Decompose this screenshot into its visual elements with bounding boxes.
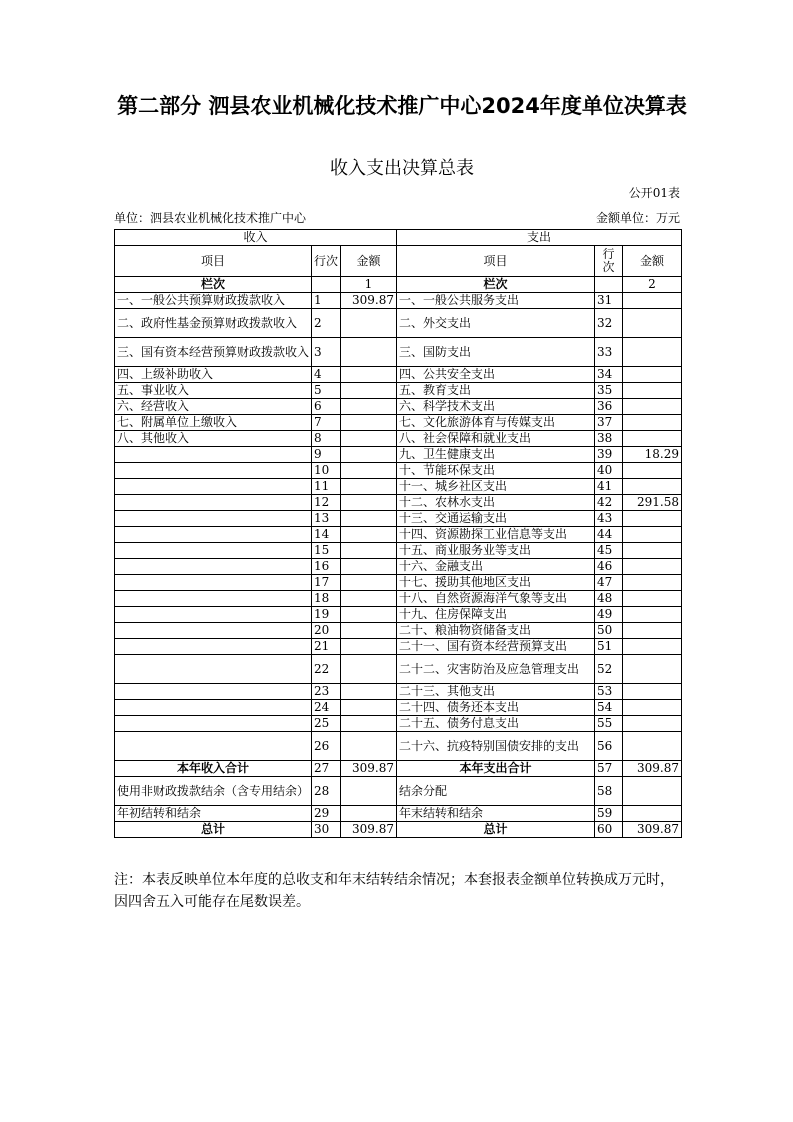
expense-header: 支出 — [397, 230, 682, 246]
expense-line: 34 — [595, 367, 623, 383]
begin-balance-line: 29 — [312, 806, 341, 822]
expense-amount — [623, 716, 682, 732]
begin-balance-label: 年初结转和结余 — [115, 806, 312, 822]
carryover-row — [115, 806, 682, 822]
table-row — [115, 716, 682, 732]
table-row — [115, 463, 682, 479]
expense-item: 三、国防支出 — [397, 338, 595, 367]
expense-amount — [623, 607, 682, 623]
balance-distribution-label: 结余分配 — [397, 777, 595, 806]
income-amount — [341, 700, 397, 716]
expense-line: 49 — [595, 607, 623, 623]
expense-item: 十二、农林水支出 — [397, 495, 595, 511]
income-expense-table — [114, 229, 682, 838]
expense-item: 二十六、抗疫特别国债安排的支出 — [397, 732, 595, 761]
begin-balance-amount — [341, 806, 397, 822]
expense-amount — [623, 479, 682, 495]
footnote: 注：本表反映单位本年度的总收支和年末结转结余情况；本套报表金额单位转换成万元时，因四舍五入可能存在尾数误差。 — [114, 872, 674, 910]
income-header: 收入 — [115, 230, 397, 246]
end-balance-line: 59 — [595, 806, 623, 822]
expense-amount — [623, 367, 682, 383]
income-amount — [341, 607, 397, 623]
income-line: 8 — [312, 431, 341, 447]
expense-item: 十三、交通运输支出 — [397, 511, 595, 527]
income-item — [115, 623, 312, 639]
table-row — [115, 639, 682, 655]
expense-line: 40 — [595, 463, 623, 479]
income-item-header: 项目 — [115, 246, 312, 277]
empty-cell — [595, 277, 623, 293]
expense-line: 37 — [595, 415, 623, 431]
expense-amount — [623, 655, 682, 684]
income-line: 9 — [312, 447, 341, 463]
expense-amount: 291.58 — [623, 495, 682, 511]
expense-line: 47 — [595, 575, 623, 591]
expense-item: 十七、援助其他地区支出 — [397, 575, 595, 591]
income-item — [115, 527, 312, 543]
income-item — [115, 479, 312, 495]
table-row — [115, 511, 682, 527]
income-total-row — [115, 761, 682, 777]
form-number: 公开01表 — [628, 186, 680, 200]
table-row — [115, 495, 682, 511]
income-item — [115, 700, 312, 716]
expense-amount — [623, 309, 682, 338]
income-item — [115, 655, 312, 684]
table-row — [115, 732, 682, 761]
income-item — [115, 716, 312, 732]
expense-line: 32 — [595, 309, 623, 338]
income-line: 24 — [312, 700, 341, 716]
income-line: 21 — [312, 639, 341, 655]
column-header-row — [115, 246, 682, 277]
table-row — [115, 700, 682, 716]
income-amount — [341, 559, 397, 575]
expense-total-amount: 309.87 — [623, 761, 682, 777]
income-item — [115, 684, 312, 700]
expense-item: 四、公共安全支出 — [397, 367, 595, 383]
expense-item: 二十一、国有资本经营预算支出 — [397, 639, 595, 655]
income-amount — [341, 309, 397, 338]
income-amount — [341, 511, 397, 527]
income-line: 25 — [312, 716, 341, 732]
expense-line: 38 — [595, 431, 623, 447]
income-amount — [341, 591, 397, 607]
expense-item: 二十二、灾害防治及应急管理支出 — [397, 655, 595, 684]
expense-line: 45 — [595, 543, 623, 559]
table-row — [115, 607, 682, 623]
nonfiscal-line: 28 — [312, 777, 341, 806]
expense-item: 十六、金融支出 — [397, 559, 595, 575]
expense-item: 二十、粮油物资储备支出 — [397, 623, 595, 639]
table-row — [115, 479, 682, 495]
income-item — [115, 591, 312, 607]
table-row — [115, 293, 682, 309]
income-item — [115, 607, 312, 623]
expense-amount — [623, 527, 682, 543]
table-row — [115, 575, 682, 591]
income-line-header: 行次 — [312, 246, 341, 277]
expense-item: 五、教育支出 — [397, 383, 595, 399]
expense-total-label: 本年支出合计 — [397, 761, 595, 777]
income-line: 22 — [312, 655, 341, 684]
balance-distribution-amount — [623, 777, 682, 806]
expense-item: 十四、资源勘探工业信息等支出 — [397, 527, 595, 543]
grand-expense-label: 总计 — [397, 822, 595, 838]
income-item: 七、附属单位上缴收入 — [115, 415, 312, 431]
income-line: 1 — [312, 293, 341, 309]
table-row — [115, 447, 682, 463]
income-amount — [341, 399, 397, 415]
income-item — [115, 559, 312, 575]
income-item — [115, 463, 312, 479]
grand-income-label: 总计 — [115, 822, 312, 838]
amount-unit: 金额单位：万元 — [595, 211, 680, 225]
expense-line-header: 行次 — [595, 246, 623, 277]
expense-line: 48 — [595, 591, 623, 607]
table-row — [115, 399, 682, 415]
expense-col-number: 2 — [623, 277, 682, 293]
expense-item: 二十三、其他支出 — [397, 684, 595, 700]
nonfiscal-label: 使用非财政拨款结余（含专用结余） — [115, 777, 312, 806]
expense-line: 56 — [595, 732, 623, 761]
table-row — [115, 383, 682, 399]
end-balance-label: 年末结转和结余 — [397, 806, 595, 822]
income-amount — [341, 655, 397, 684]
table-title: 收入支出决算总表 — [330, 158, 474, 179]
income-amount — [341, 447, 397, 463]
expense-item: 十九、住房保障支出 — [397, 607, 595, 623]
expense-line: 46 — [595, 559, 623, 575]
income-line: 4 — [312, 367, 341, 383]
table-row — [115, 338, 682, 367]
expense-item: 十、节能环保支出 — [397, 463, 595, 479]
expense-total-line: 57 — [595, 761, 623, 777]
table-row — [115, 527, 682, 543]
expense-line: 41 — [595, 479, 623, 495]
expense-amount — [623, 623, 682, 639]
table-row — [115, 367, 682, 383]
income-total-label: 本年收入合计 — [115, 761, 312, 777]
table-row — [115, 684, 682, 700]
income-line: 5 — [312, 383, 341, 399]
section-header-row — [115, 230, 682, 246]
table-row — [115, 543, 682, 559]
income-line: 20 — [312, 623, 341, 639]
income-item: 五、事业收入 — [115, 383, 312, 399]
expense-amount — [623, 700, 682, 716]
income-total-amount: 309.87 — [341, 761, 397, 777]
expense-item: 十五、商业服务业等支出 — [397, 543, 595, 559]
income-amount — [341, 575, 397, 591]
income-amount — [341, 623, 397, 639]
expense-amount — [623, 415, 682, 431]
grand-income-amount: 309.87 — [341, 822, 397, 838]
expense-line: 36 — [595, 399, 623, 415]
table-row — [115, 415, 682, 431]
expense-line: 51 — [595, 639, 623, 655]
expense-amount — [623, 383, 682, 399]
expense-amount: 18.29 — [623, 447, 682, 463]
income-amount — [341, 463, 397, 479]
income-line: 18 — [312, 591, 341, 607]
end-balance-amount — [623, 806, 682, 822]
grand-income-line: 30 — [312, 822, 341, 838]
income-amount — [341, 338, 397, 367]
expense-line: 55 — [595, 716, 623, 732]
expense-amount — [623, 639, 682, 655]
expense-line: 52 — [595, 655, 623, 684]
income-item — [115, 639, 312, 655]
expense-item: 十八、自然资源海洋气象等支出 — [397, 591, 595, 607]
income-amount — [341, 732, 397, 761]
expense-line: 50 — [595, 623, 623, 639]
expense-line: 39 — [595, 447, 623, 463]
table-row — [115, 655, 682, 684]
document-title: 第二部分 泗县农业机械化技术推广中心2024年度单位决算表 — [117, 94, 687, 118]
expense-line: 42 — [595, 495, 623, 511]
balance-distribution-line: 58 — [595, 777, 623, 806]
income-amount — [341, 367, 397, 383]
nonfiscal-row — [115, 777, 682, 806]
income-line: 16 — [312, 559, 341, 575]
expense-item-header: 项目 — [397, 246, 595, 277]
income-item — [115, 495, 312, 511]
expense-line: 33 — [595, 338, 623, 367]
expense-amount — [623, 591, 682, 607]
expense-amount-header: 金额 — [623, 246, 682, 277]
expense-item: 一、一般公共服务支出 — [397, 293, 595, 309]
income-amount — [341, 684, 397, 700]
income-item — [115, 732, 312, 761]
income-line: 3 — [312, 338, 341, 367]
empty-cell — [312, 277, 341, 293]
income-item: 三、国有资本经营预算财政拨款收入 — [115, 338, 312, 367]
expense-amount — [623, 684, 682, 700]
expense-line: 44 — [595, 527, 623, 543]
income-amount — [341, 479, 397, 495]
income-amount-header: 金额 — [341, 246, 397, 277]
income-amount: 309.87 — [341, 293, 397, 309]
table-row — [115, 431, 682, 447]
income-amount — [341, 639, 397, 655]
expense-col-label: 栏次 — [397, 277, 595, 293]
expense-line: 31 — [595, 293, 623, 309]
expense-amount — [623, 399, 682, 415]
expense-amount — [623, 338, 682, 367]
income-line: 10 — [312, 463, 341, 479]
expense-line: 54 — [595, 700, 623, 716]
unit-label: 单位：泗县农业机械化技术推广中心 — [114, 211, 307, 225]
income-line: 23 — [312, 684, 341, 700]
table-row — [115, 309, 682, 338]
expense-line: 53 — [595, 684, 623, 700]
income-amount — [341, 383, 397, 399]
income-line: 17 — [312, 575, 341, 591]
income-amount — [341, 415, 397, 431]
income-total-line: 27 — [312, 761, 341, 777]
income-item — [115, 543, 312, 559]
income-col-label: 栏次 — [115, 277, 312, 293]
expense-amount — [623, 463, 682, 479]
expense-amount — [623, 559, 682, 575]
expense-line: 35 — [595, 383, 623, 399]
expense-item: 十一、城乡社区支出 — [397, 479, 595, 495]
table-row — [115, 623, 682, 639]
expense-item: 八、社会保障和就业支出 — [397, 431, 595, 447]
income-line: 12 — [312, 495, 341, 511]
income-line: 13 — [312, 511, 341, 527]
income-item: 二、政府性基金预算财政拨款收入 — [115, 309, 312, 338]
expense-amount — [623, 293, 682, 309]
income-amount — [341, 543, 397, 559]
income-item: 一、一般公共预算财政拨款收入 — [115, 293, 312, 309]
column-number-row — [115, 277, 682, 293]
expense-item: 七、文化旅游体育与传媒支出 — [397, 415, 595, 431]
income-line: 19 — [312, 607, 341, 623]
income-col-number: 1 — [341, 277, 397, 293]
expense-amount — [623, 431, 682, 447]
expense-item: 六、科学技术支出 — [397, 399, 595, 415]
expense-amount — [623, 543, 682, 559]
income-line: 6 — [312, 399, 341, 415]
income-line: 15 — [312, 543, 341, 559]
income-item — [115, 447, 312, 463]
expense-item: 二十五、债务付息支出 — [397, 716, 595, 732]
table-row — [115, 591, 682, 607]
expense-item: 九、卫生健康支出 — [397, 447, 595, 463]
grand-expense-line: 60 — [595, 822, 623, 838]
income-item — [115, 511, 312, 527]
expense-item: 二、外交支出 — [397, 309, 595, 338]
table-row — [115, 559, 682, 575]
income-amount — [341, 431, 397, 447]
expense-line: 43 — [595, 511, 623, 527]
income-line: 2 — [312, 309, 341, 338]
income-amount — [341, 495, 397, 511]
nonfiscal-amount — [341, 777, 397, 806]
income-line: 11 — [312, 479, 341, 495]
income-amount — [341, 716, 397, 732]
expense-item: 二十四、债务还本支出 — [397, 700, 595, 716]
income-line: 26 — [312, 732, 341, 761]
expense-amount — [623, 732, 682, 761]
income-line: 7 — [312, 415, 341, 431]
income-line: 14 — [312, 527, 341, 543]
income-item: 八、其他收入 — [115, 431, 312, 447]
income-item: 四、上级补助收入 — [115, 367, 312, 383]
grand-total-row — [115, 822, 682, 838]
income-item: 六、经营收入 — [115, 399, 312, 415]
income-item — [115, 575, 312, 591]
grand-expense-amount: 309.87 — [623, 822, 682, 838]
expense-amount — [623, 575, 682, 591]
income-amount — [341, 527, 397, 543]
expense-amount — [623, 511, 682, 527]
